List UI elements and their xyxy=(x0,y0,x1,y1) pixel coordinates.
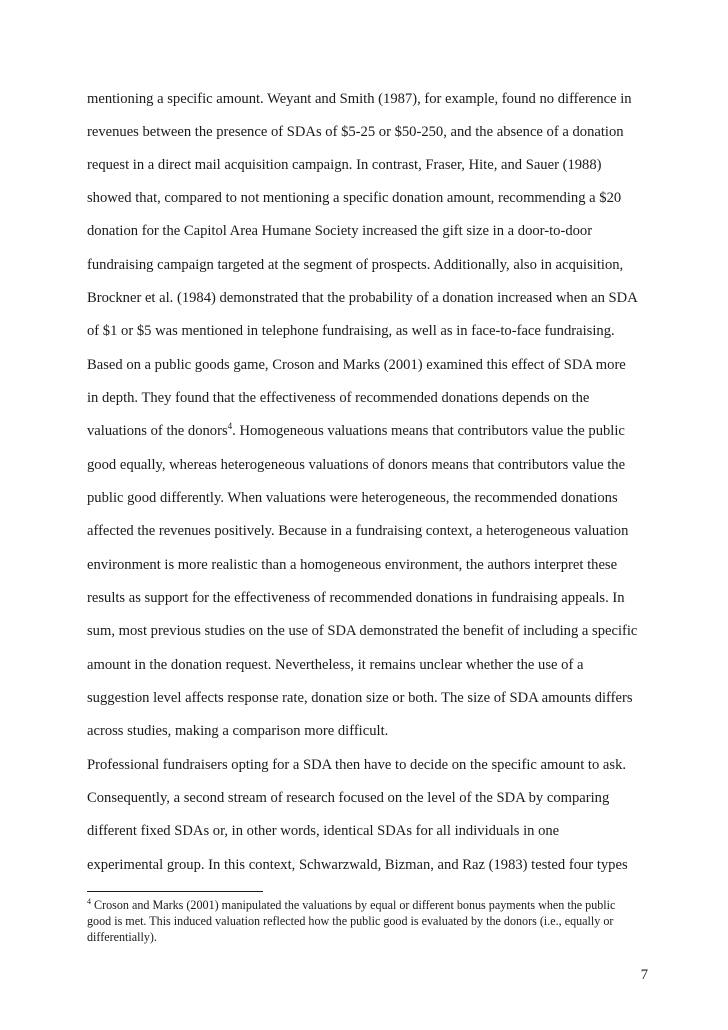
body-line: results as support for the effectiveness of recommended donations in fundraising appeals. In xyxy=(87,590,625,606)
body-line: different fixed SDAs or, in other words, identical SDAs for all individuals in one xyxy=(87,823,560,839)
footnote-reference: 4 xyxy=(227,421,233,432)
page-number: 7 xyxy=(640,967,648,983)
body-line: in depth. They found that the effectiveness of recommended donations depends on the xyxy=(87,390,590,406)
body-line: request in a direct mail acquisition campaign. In contrast, Fraser, Hite, and Sauer (1988) xyxy=(87,157,602,173)
footnote-line: differentially). xyxy=(87,930,157,944)
body-line: Professional fundraisers opting for a SDA then have to decide on the specific amount to ask. xyxy=(87,757,627,773)
body-line: environment is more realistic than a homogeneous environment, the authors interpret these xyxy=(87,557,618,573)
body-line: Based on a public goods game, Croson and Marks (2001) examined this effect of SDA more xyxy=(87,357,626,373)
body-line: public good differently. When valuations were heterogeneous, the recommended donations xyxy=(87,490,618,506)
body-line: showed that, compared to not mentioning a specific donation amount, recommending a $20 xyxy=(87,190,622,206)
body-line xyxy=(87,422,625,440)
body-line: sum, most previous studies on the use of SDA demonstrated the benefit of including a specific xyxy=(87,623,638,639)
body-line: suggestion level affects response rate, donation size or both. The size of SDA amounts differs xyxy=(87,690,633,706)
body-line: Consequently, a second stream of research focused on the level of the SDA by comparing xyxy=(87,790,610,806)
footnote-marker: 4 xyxy=(87,896,91,906)
footnote-separator xyxy=(87,891,263,892)
footnote-line: good is met. This induced valuation reflected how the public good is evaluated by the donors (i.e., equally or xyxy=(87,914,614,928)
body-line: experimental group. In this context, Schwarzwald, Bizman, and Raz (1983) tested four types xyxy=(87,857,628,873)
body-line: revenues between the presence of SDAs of $5-25 or $50-250, and the absence of a donation xyxy=(87,124,624,140)
body-line: across studies, making a comparison more difficult. xyxy=(87,723,389,739)
footnote-text: Croson and Marks (2001) manipulated the valuations by equal or different bonus payments when the public xyxy=(91,898,616,912)
body-line: donation for the Capitol Area Humane Society increased the gift size in a door-to-door xyxy=(87,223,593,239)
body-line-text: valuations of the donors xyxy=(87,423,228,439)
body-line: fundraising campaign targeted at the segment of prospects. Additionally, also in acquisition, xyxy=(87,257,624,273)
body-line: mentioning a specific amount. Weyant and Smith (1987), for example, found no difference in xyxy=(87,91,632,107)
body-line: of $1 or $5 was mentioned in telephone fundraising, as well as in face-to-face fundraising. xyxy=(87,323,615,339)
body-line: affected the revenues positively. Because in a fundraising context, a heterogeneous valuation xyxy=(87,523,629,539)
body-line-text: . Homogeneous valuations means that contributors value the public xyxy=(232,423,625,439)
footnote-line xyxy=(87,898,615,913)
body-line: good equally, whereas heterogeneous valuations of donors means that contributors value the xyxy=(87,457,626,473)
body-line: amount in the donation request. Nevertheless, it remains unclear whether the use of a xyxy=(87,657,584,673)
body-line: Brockner et al. (1984) demonstrated that the probability of a donation increased when an SDA xyxy=(87,290,638,306)
